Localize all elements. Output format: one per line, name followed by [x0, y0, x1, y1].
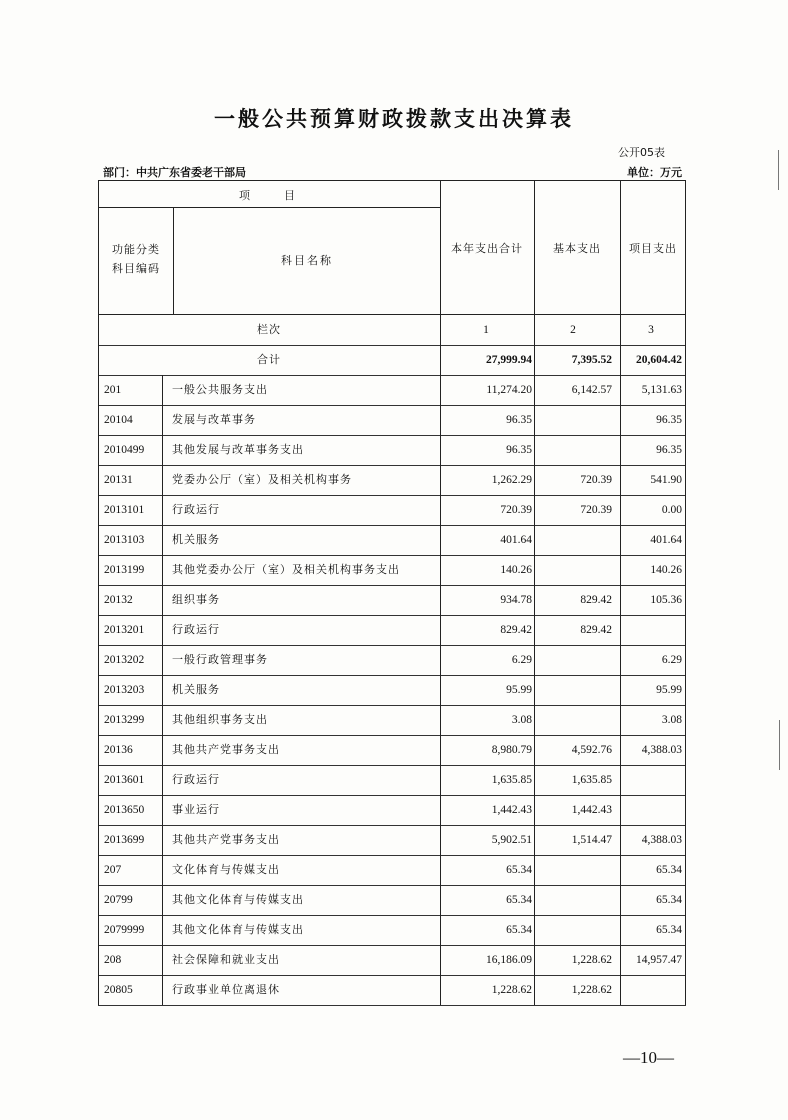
row-name: 党委办公厅（室）及相关机构事务 — [172, 473, 352, 486]
page-title: 一般公共预算财政拨款支出决算表 — [214, 107, 574, 131]
table-row — [98, 705, 686, 736]
row-code: 2013199 — [104, 564, 145, 576]
row-project: 65.34 — [656, 924, 682, 936]
row-project: 140.26 — [650, 564, 682, 576]
row-name: 一般行政管理事务 — [172, 653, 268, 666]
row-total: 65.34 — [506, 864, 532, 876]
table-row — [98, 795, 686, 826]
row-project: 95.99 — [656, 684, 682, 696]
row-project — [620, 765, 682, 795]
row-basic: 720.39 — [580, 474, 612, 486]
row-name: 机关服务 — [172, 683, 220, 696]
table-row — [98, 465, 686, 496]
table-row — [98, 405, 686, 436]
table-grid-line — [440, 315, 441, 1005]
header-name: 科目名称 — [281, 254, 333, 267]
row-project: 4,388.03 — [641, 744, 682, 756]
row-name: 其他文化体育与传媒支出 — [172, 923, 304, 936]
row-name: 行政运行 — [172, 623, 220, 636]
row-total: 1,262.29 — [491, 474, 532, 486]
table-grid-line — [162, 375, 163, 1005]
row-project — [620, 615, 682, 645]
row-project — [620, 975, 682, 1005]
row-basic: 829.42 — [580, 594, 612, 606]
header-basic: 基本支出 — [553, 242, 601, 255]
row-name: 其他文化体育与传媒支出 — [172, 893, 304, 906]
table-row — [98, 855, 686, 886]
row-total: 16,186.09 — [486, 954, 532, 966]
row-code: 2013103 — [104, 534, 145, 546]
table-row — [98, 675, 686, 706]
row-total: 6.29 — [511, 654, 532, 666]
row-total: 1,228.62 — [491, 984, 532, 996]
row-name: 其他共产党事务支出 — [172, 833, 280, 846]
row-basic: 1,228.62 — [571, 954, 612, 966]
scan-edge-mark — [779, 720, 780, 770]
row-code: 2013650 — [104, 804, 145, 816]
row-name: 社会保障和就业支出 — [172, 953, 280, 966]
table-header — [98, 180, 686, 315]
row-code: 20104 — [104, 414, 133, 426]
row-basic — [534, 675, 612, 705]
row-code: 208 — [104, 954, 122, 966]
row-basic: 6,142.57 — [571, 384, 612, 396]
column-2: 2 — [570, 324, 576, 336]
row-code: 2013601 — [104, 774, 145, 786]
table-row — [98, 945, 686, 976]
row-basic: 4,592.76 — [571, 744, 612, 756]
table-row — [98, 735, 686, 766]
row-project: 96.35 — [656, 444, 682, 456]
row-total: 140.26 — [500, 564, 532, 576]
table-row — [98, 585, 686, 616]
row-name: 发展与改革事务 — [172, 413, 256, 426]
row-total: 65.34 — [506, 924, 532, 936]
row-project: 14,957.47 — [636, 954, 682, 966]
row-basic — [534, 405, 612, 435]
row-name: 行政运行 — [172, 773, 220, 786]
row-total: 65.34 — [506, 894, 532, 906]
row-total: 1,442.43 — [491, 804, 532, 816]
row-project: 0.00 — [661, 504, 682, 516]
row-total: 401.64 — [500, 534, 532, 546]
table-grid-line — [534, 315, 535, 1005]
table-row — [98, 975, 686, 1006]
row-total: 720.39 — [500, 504, 532, 516]
row-basic — [534, 645, 612, 675]
scan-edge-mark — [778, 150, 779, 190]
row-code: 2013203 — [104, 684, 145, 696]
table-grid-line — [98, 315, 99, 1005]
row-name: 一般公共服务支出 — [172, 383, 268, 396]
row-basic: 720.39 — [580, 504, 612, 516]
row-name: 其他党委办公厅（室）及相关机构事务支出 — [172, 563, 400, 576]
page-number: —10— — [623, 1048, 674, 1067]
row-code: 2079999 — [104, 924, 145, 936]
row-total: 95.99 — [506, 684, 532, 696]
row-name: 行政事业单位离退休 — [172, 983, 280, 996]
form-number: 公开05表 — [618, 146, 665, 159]
sum-total: 27,999.94 — [486, 354, 532, 366]
row-code: 201 — [104, 384, 122, 396]
row-code: 2010499 — [104, 444, 145, 456]
row-project: 401.64 — [650, 534, 682, 546]
row-project — [620, 795, 682, 825]
row-project: 541.90 — [650, 474, 682, 486]
row-total: 11,274.20 — [486, 384, 532, 396]
table-row — [98, 555, 686, 586]
table-row — [98, 525, 686, 556]
row-basic — [534, 435, 612, 465]
row-code: 20132 — [104, 594, 133, 606]
row-code: 2013201 — [104, 624, 145, 636]
row-basic — [534, 885, 612, 915]
sum-label: 合计 — [257, 353, 281, 366]
table-row — [98, 615, 686, 646]
table-row — [98, 375, 686, 406]
row-project: 6.29 — [661, 654, 682, 666]
row-total: 5,902.51 — [491, 834, 532, 846]
column-number-row — [98, 315, 686, 346]
table-row — [98, 885, 686, 916]
column-number-label: 栏次 — [257, 323, 281, 336]
row-basic — [534, 555, 612, 585]
row-project: 5,131.63 — [641, 384, 682, 396]
table-row — [98, 495, 686, 526]
row-basic — [534, 525, 612, 555]
row-total: 8,980.79 — [491, 744, 532, 756]
row-name: 组织事务 — [172, 593, 220, 606]
row-code: 20136 — [104, 744, 133, 756]
table-grid-line — [620, 315, 621, 1005]
sum-project: 20,604.42 — [636, 354, 682, 366]
row-name: 其他共产党事务支出 — [172, 743, 280, 756]
row-basic — [534, 855, 612, 885]
row-basic — [534, 705, 612, 735]
row-code: 20799 — [104, 894, 133, 906]
sum-row — [98, 345, 686, 376]
row-total: 1,635.85 — [491, 774, 532, 786]
row-code: 207 — [104, 864, 122, 876]
row-basic: 1,514.47 — [571, 834, 612, 846]
row-name: 事业运行 — [172, 803, 220, 816]
unit-label: 单位：万元 — [627, 166, 682, 179]
row-project: 4,388.03 — [641, 834, 682, 846]
table-row — [98, 825, 686, 856]
row-code: 20805 — [104, 984, 133, 996]
table-row — [98, 435, 686, 466]
header-total: 本年支出合计 — [451, 242, 523, 255]
table-body — [98, 315, 686, 1005]
row-basic: 1,228.62 — [571, 984, 612, 996]
row-name: 文化体育与传媒支出 — [172, 863, 280, 876]
row-name: 其他组织事务支出 — [172, 713, 268, 726]
table-row — [98, 645, 686, 676]
table-row — [98, 915, 686, 946]
row-total: 96.35 — [506, 414, 532, 426]
row-basic: 1,635.85 — [571, 774, 612, 786]
row-code: 2013299 — [104, 714, 145, 726]
table-grid-line — [685, 315, 686, 1005]
row-total: 829.42 — [500, 624, 532, 636]
row-name: 机关服务 — [172, 533, 220, 546]
department-label: 部门：中共广东省委老干部局 — [103, 166, 246, 179]
row-total: 3.08 — [511, 714, 532, 726]
sum-basic: 7,395.52 — [571, 354, 612, 366]
row-code: 20131 — [104, 474, 133, 486]
row-code: 2013101 — [104, 504, 145, 516]
row-total: 96.35 — [506, 444, 532, 456]
row-project: 65.34 — [656, 864, 682, 876]
row-project: 3.08 — [661, 714, 682, 726]
header-project: 项目支出 — [629, 242, 677, 255]
row-code: 2013202 — [104, 654, 145, 666]
row-basic: 1,442.43 — [571, 804, 612, 816]
row-code: 2013699 — [104, 834, 145, 846]
row-project: 96.35 — [656, 414, 682, 426]
column-1: 1 — [483, 324, 489, 336]
column-3: 3 — [648, 324, 654, 336]
row-name: 其他发展与改革事务支出 — [172, 443, 304, 456]
row-project: 105.36 — [650, 594, 682, 606]
row-basic: 829.42 — [580, 624, 612, 636]
header-item: 项 目 — [239, 189, 299, 202]
row-name: 行政运行 — [172, 503, 220, 516]
row-basic — [534, 915, 612, 945]
table-row — [98, 765, 686, 796]
header-code: 功能分类 科目编码 — [112, 243, 160, 275]
row-total: 934.78 — [500, 594, 532, 606]
row-project: 65.34 — [656, 894, 682, 906]
